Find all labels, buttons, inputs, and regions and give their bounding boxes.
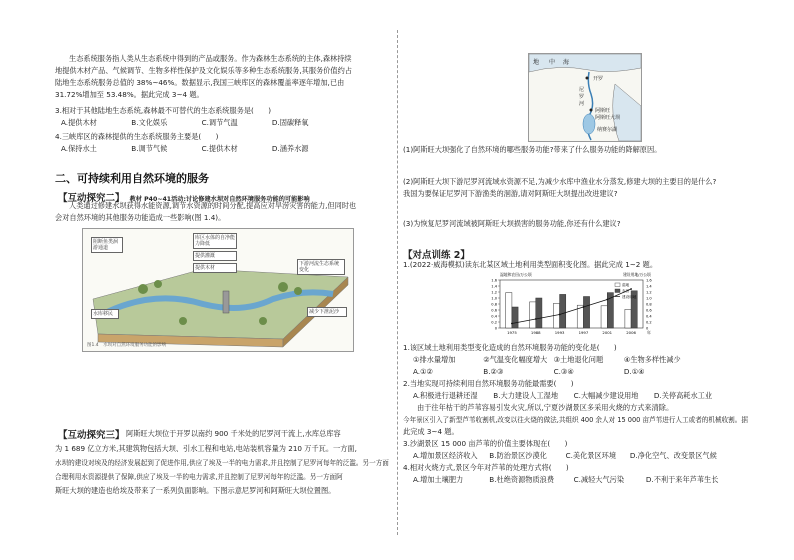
y-tick-label: 1.0 (491, 296, 497, 301)
intro-line: 生态系统服务指人类从生态系统中得到的产品或服务。作为森林生态系统的主体,森林持续 (69, 54, 352, 63)
option: C.美化景区环境 (565, 451, 617, 460)
y-tick-label: 1.4 (491, 284, 497, 289)
y-axis-label-right: 建设用地/万公顷 (623, 272, 651, 277)
question-3-options (403, 450, 748, 462)
legend-label: 农田 (622, 289, 630, 293)
option: C.调节气温 (201, 118, 238, 127)
line-point (630, 288, 632, 290)
question-3-stem: 3.相对于其他陆地生态系统,森林最不可替代的生态系统服务是( ) (55, 106, 272, 115)
practice-title: 【对点训练 2】 (403, 250, 470, 261)
option: A.积极进行退耕还湿 (413, 391, 478, 400)
line-point (606, 299, 608, 301)
question-2-options (403, 390, 748, 402)
question-stem: 3.沙湖景区 15 000 亩芦苇的价值主要体现在( ) (403, 439, 568, 448)
option: A.增加土壤肥力 (413, 475, 464, 484)
figure-callout: 减少下泄泥沙 (307, 307, 347, 317)
y-tick-label: 0.4 (491, 314, 497, 319)
inquiry-3-title: 【互动探究三】 (58, 430, 125, 441)
map-question-1 (403, 144, 723, 156)
bar-farmland (560, 294, 566, 328)
option: D.净化空气、改变景区气候 (629, 451, 717, 460)
y-tick-label-right: 0.6 (646, 308, 652, 313)
figure-callout: 水库移民 (91, 309, 119, 319)
figure-caption: 图1.4 水坝对自然环境服务功能的影响 (87, 343, 167, 348)
y-tick-label-right: 1.0 (646, 296, 652, 301)
inquiry-3-text (55, 442, 389, 498)
question-4-options (403, 474, 748, 486)
option: B.防治景区沙漠化 (489, 451, 547, 460)
paragraph-line: 水坝的建设对埃及的经济发展起到了促进作用,供应了埃及一半的电力需求,并且控制了尼罗河每年的泛滥。另一方面 (55, 459, 389, 467)
option: A.增加景区经济收入 (413, 451, 478, 460)
map-label: 海 (563, 59, 570, 66)
map-label: 中 (549, 59, 556, 66)
question-stem: 2.当地实现可持续利用自然环境服务功能最需要( ) (403, 379, 574, 388)
passage-line: 今年景区引入了新型芦苇收割机,改变以往火烧的做法,共组织 400 余人对 15 000 亩芦苇进行人工或者的机械收割。据 (403, 416, 748, 424)
line-point (559, 314, 561, 316)
bar-wetland (506, 293, 512, 328)
option: B.杜绝资源物质浪费 (489, 475, 555, 484)
question-text: (2)阿斯旺大坝下游尼罗河流域水资源不足,为减少水库中渔业水分蒸发,修建大坝的主要目的是什么?我国为要保证尼罗河下游渔类的洄游,请对阿斯旺大坝提出改进建议? (403, 177, 717, 198)
question-4-options (55, 143, 352, 155)
y-tick-label: 1.6 (491, 278, 497, 283)
x-axis-label: 年 (647, 330, 651, 335)
question-stem: 1.该区域土地利用类型变化造成的自然环境服务功能的变化是( ) (403, 343, 617, 352)
paragraph-line: 合理利用水资源提供了保障,供应了埃及一半的电力需求,并且控制了尼罗河每年的泛滥。另一方面阿 (55, 473, 343, 481)
inquiry-2-text (55, 200, 356, 224)
y-tick-label-right: 0.8 (646, 302, 652, 307)
map-question-2 (403, 176, 723, 200)
figure-callout: 提供灌溉 (193, 251, 237, 261)
figure-callout: 提供木材 (193, 263, 237, 273)
intro-line: 陆地生态系统服务总值的 38%~46%。数据显示,我国三峡库区的森林覆盖率逐年增加,已由 (55, 78, 345, 87)
map-label: 阿斯旺 (595, 108, 611, 114)
statement-options (403, 354, 748, 366)
intro-line: 31.72%增加至 53.48%。据此完成 3~4 题。 (55, 90, 204, 99)
y-tick-label-right: 1.4 (646, 284, 652, 289)
dam-figure (82, 228, 354, 352)
y-tick-label-right: 1.6 (646, 278, 652, 283)
bar-wetland (625, 309, 631, 328)
mc-question-1 (403, 342, 748, 486)
left-column (55, 53, 352, 155)
option: D.关停高耗水工业 (653, 391, 713, 400)
y-tick-label: 0.8 (491, 302, 497, 307)
section-title: 二、可持续利用自然环境的服务 (55, 172, 209, 185)
x-tick-label: 1997 (578, 330, 589, 335)
option: C.③④ (553, 367, 574, 376)
land-use-chart (478, 270, 668, 340)
paragraph-line: 会对自然环境的其他服务功能造成一些影响(图 1.4)。 (55, 213, 226, 222)
option: C.提供木材 (201, 144, 238, 153)
option: B.调节气候 (131, 144, 168, 153)
option: D.固碳释氧 (271, 118, 309, 127)
option: A.提供木材 (61, 118, 97, 127)
map-label: 尼 (579, 87, 585, 93)
option: ③土地退化问题 (553, 355, 604, 364)
map-label: 河 (579, 101, 585, 107)
figure-callout: 阻断鱼类洄游通道 (91, 237, 123, 253)
legend-swatch-farmland (615, 289, 620, 293)
paragraph-line: 人类通过修建水坝获得水能资源,调节水资源的时间分配,提高应对旱涝灾害的能力,但同时也 (69, 201, 357, 210)
line-point (583, 306, 585, 308)
passage-line: 由于往年枯干的芦苇容易引发火灾,所以,宁夏沙湖景区多采用火烧的方式来清除。 (417, 403, 674, 412)
legend-label: 建设用地 (622, 295, 637, 299)
legend-label: 湿地 (622, 283, 630, 287)
map-label: 开罗 (593, 76, 604, 82)
plot-frame (500, 280, 643, 328)
map-question-3 (403, 218, 621, 230)
inquiry-2-title: 【互动探究二】 (58, 193, 125, 204)
x-tick-label: 2001 (602, 330, 613, 335)
passage-line: 此完成 3~4 题。 (403, 427, 459, 436)
y-axis-label-left: 湿地和农田/万公顷 (500, 272, 532, 277)
question-3-options (55, 117, 352, 129)
line-point (511, 323, 513, 325)
x-tick-label: 1988 (530, 330, 541, 335)
bar-farmland (536, 298, 542, 328)
paragraph-line: 为 1 689 亿立方米,其建筑物包括大坝、引水工程和电站,电站装机容量为 210 万千瓦。一方面, (55, 444, 357, 453)
legend-swatch-wetland (615, 283, 620, 287)
y-tick-label: 0 (494, 326, 497, 331)
answer-options (403, 366, 748, 378)
question-text: (3)为恢复尼罗河流域被阿斯旺大坝损害的服务功能,你还有什么建议? (403, 219, 621, 228)
bar-wetland (601, 306, 607, 328)
y-tick-label-right: 0.4 (646, 314, 652, 319)
option: ②气温变化幅度增大 (483, 355, 548, 364)
paragraph-line: 斯旺大坝的建造也给埃及带来了一系列负面影响。下图示意尼罗河和阿斯旺大坝位置图。 (55, 486, 336, 495)
option: D.涵养水源 (271, 144, 309, 153)
y-tick-label-right: 0.2 (646, 320, 652, 325)
y-tick-label: 1.2 (491, 290, 497, 295)
option: B.②③ (483, 367, 504, 376)
option: ①排水量增加 (413, 355, 456, 364)
map-label: 纳赛尔湖 (597, 127, 618, 133)
figure-callout: 下游河流生态系统变化 (297, 259, 345, 275)
y-tick-label-right: 0 (646, 326, 649, 331)
option: ④生物多样性减少 (623, 355, 681, 364)
x-tick-label: 1975 (507, 330, 517, 335)
map-label: 阿斯旺大坝 (595, 115, 621, 121)
figure-callout: 库区水体的自净能力降低 (195, 235, 236, 247)
option: D.①④ (623, 367, 645, 376)
bar-farmland (583, 297, 589, 329)
map-label: 罗 (579, 94, 585, 100)
option: B.文化娱乐 (131, 118, 168, 127)
question-stem: 4.相对火烧方式,景区今年对芦苇的处理方式将( ) (403, 463, 569, 472)
bar-farmland (512, 307, 518, 328)
option: C.大幅减少建设用地 (573, 391, 639, 400)
y-tick-label-right: 1.2 (646, 290, 652, 295)
column-divider (397, 30, 399, 535)
option: A.①② (413, 367, 433, 376)
y-tick-label: 0.6 (491, 308, 497, 313)
x-tick-label: 2006 (626, 330, 636, 335)
nile-map (528, 53, 642, 142)
question-4-stem: 4.三峡库区的森林提供的生态系统服务主要是( ) (55, 132, 219, 141)
x-tick-label: 1993 (554, 330, 565, 335)
option: D.不利于来年芦苇生长 (645, 475, 719, 484)
option: C.减轻大气污染 (573, 475, 625, 484)
y-tick-label: 0.2 (491, 320, 497, 325)
intro-line: 地提供木材产品、气候调节、生物多样性保护及文化娱乐等多种生态系统服务,其服务价值约占 (55, 66, 352, 75)
paragraph-line: 阿斯旺大坝位于开罗以南约 900 千米处的尼罗河干流上,水库总库容 (126, 429, 341, 438)
map-drawing (529, 54, 641, 141)
option: A.保持水土 (61, 144, 97, 153)
map-label: 地 (533, 59, 540, 66)
line-point (535, 318, 537, 320)
inquiry-2-subtitle: 教材 P40~41活动:讨论修建水坝对自然环境服务功能的可能影响 (129, 196, 310, 203)
question-text: (1)阿斯旺大坝强化了自然环境的哪些服务功能?带来了什么服务功能的降解原因。 (403, 145, 662, 154)
bar-wetland (530, 302, 536, 328)
practice-intro: 1.(2022·威海模拟)读东北某区域土地利用类型面积变化图。据此完成 1~2 题。 (403, 260, 658, 269)
option: B.大力建设人工湿地 (493, 391, 559, 400)
